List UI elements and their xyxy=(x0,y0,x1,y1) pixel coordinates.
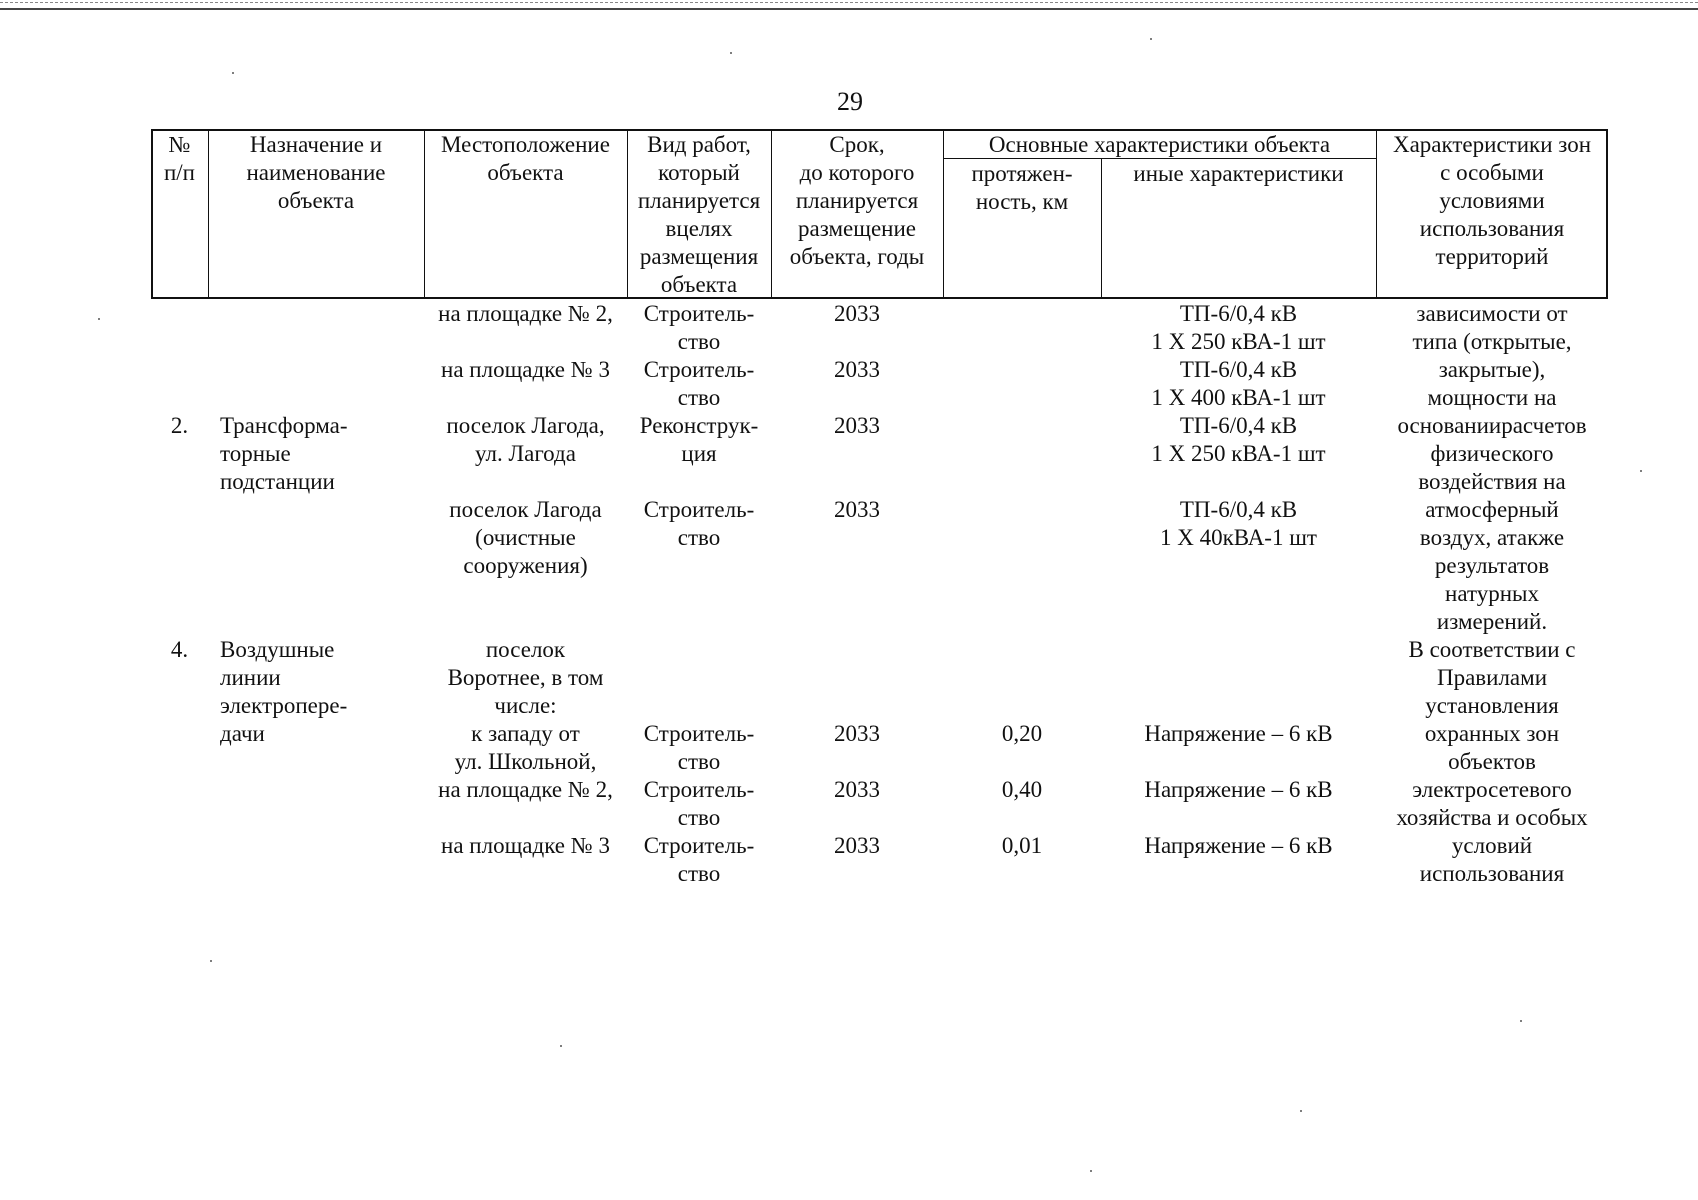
cell-number: 4. xyxy=(170,637,189,662)
header-col-number: № п/п xyxy=(163,132,195,185)
cell-term: 2033 xyxy=(834,497,880,522)
cell-number: 2. xyxy=(170,413,189,438)
scan-speck xyxy=(1150,38,1152,40)
header-col-length: протяжен- ность, км xyxy=(971,161,1073,214)
cell-location: на площадке № 3 xyxy=(441,357,610,382)
cell-term: 2033 xyxy=(834,833,880,858)
cell-work: Строитель- ство xyxy=(643,833,755,886)
header-col-zones: Характеристики зон с особыми условиями использования территорий xyxy=(1392,132,1592,269)
cell-other: Напряжение – 6 кВ xyxy=(1144,721,1333,746)
header-col-work: Вид работ, который планируется вцелях размещения объекта xyxy=(637,132,761,297)
cell-other: Напряжение – 6 кВ xyxy=(1144,777,1333,802)
scan-speck xyxy=(210,960,212,962)
scan-edge-line xyxy=(0,8,1698,10)
cell-zones-2: В соответствии с Правилами установления охранных зон объектов электросетевого хозяйства и особых условий использования xyxy=(1396,637,1588,886)
scan-speck xyxy=(1090,1170,1092,1172)
cell-zones-1: зависимости от типа (открытые, закрытые), мощности на основаниирасчетов физического воздействия на атмосферный воздух, атакже результатов натурных измерений. xyxy=(1397,301,1587,634)
cell-name: Воздушные линии электропере- дачи xyxy=(220,637,348,746)
scan-speck xyxy=(560,1045,562,1047)
cell-term: 2033 xyxy=(834,777,880,802)
cell-length: 0,40 xyxy=(1001,777,1043,802)
cell-other: ТП-6/0,4 кВ 1 Х 250 кВА-1 шт xyxy=(1151,413,1326,466)
cell-work: Строитель- ство xyxy=(643,497,755,550)
scan-speck xyxy=(1640,470,1642,472)
scan-edge-line xyxy=(0,2,1698,3)
header-col-term: Срок, до которого планируется размещение объекта, годы xyxy=(789,132,925,269)
cell-work: Реконструк- ция xyxy=(639,413,759,466)
header-col-location: Местоположение объекта xyxy=(441,132,610,185)
cell-other: Напряжение – 6 кВ xyxy=(1144,833,1333,858)
header-col-other: иные характеристики xyxy=(1133,161,1344,186)
cell-location: на площадке № 2, xyxy=(438,777,613,802)
scan-speck xyxy=(232,72,234,74)
cell-location: поселок Лагода, ул. Лагода xyxy=(446,413,605,466)
cell-term: 2033 xyxy=(834,413,880,438)
cell-term: 2033 xyxy=(834,301,880,326)
cell-work: Строитель- ство xyxy=(643,777,755,830)
cell-location: поселок Лагода (очистные сооружения) xyxy=(449,497,602,578)
cell-term: 2033 xyxy=(834,357,880,382)
scan-speck xyxy=(1300,1110,1302,1112)
cell-term: 2033 xyxy=(834,721,880,746)
cell-work: Строитель- ство xyxy=(643,357,755,410)
page-number: 29 xyxy=(837,87,863,116)
cell-location: к западу от ул. Школьной, xyxy=(454,721,597,774)
header-col-main-characteristics: Основные характеристики объекта xyxy=(988,132,1331,157)
cell-location: на площадке № 2, xyxy=(438,301,613,326)
cell-name: Трансформа- торные подстанции xyxy=(220,413,348,494)
cell-length: 0,01 xyxy=(1001,833,1043,858)
cell-work: Строитель- ство xyxy=(643,721,755,774)
scan-speck xyxy=(730,52,732,54)
cell-work: Строитель- ство xyxy=(643,301,755,354)
scan-speck xyxy=(1520,1020,1522,1022)
cell-length: 0,20 xyxy=(1001,721,1043,746)
cell-location: поселок Воротнее, в том числе: xyxy=(447,637,604,718)
cell-other: ТП-6/0,4 кВ 1 Х 40кВА-1 шт xyxy=(1160,497,1317,550)
cell-other: ТП-6/0,4 кВ 1 Х 400 кВА-1 шт xyxy=(1151,357,1326,410)
header-col-name: Назначение и наименование объекта xyxy=(246,132,386,213)
scan-speck xyxy=(98,318,100,320)
cell-other: ТП-6/0,4 кВ 1 Х 250 кВА-1 шт xyxy=(1151,301,1326,354)
cell-location: на площадке № 3 xyxy=(441,833,610,858)
